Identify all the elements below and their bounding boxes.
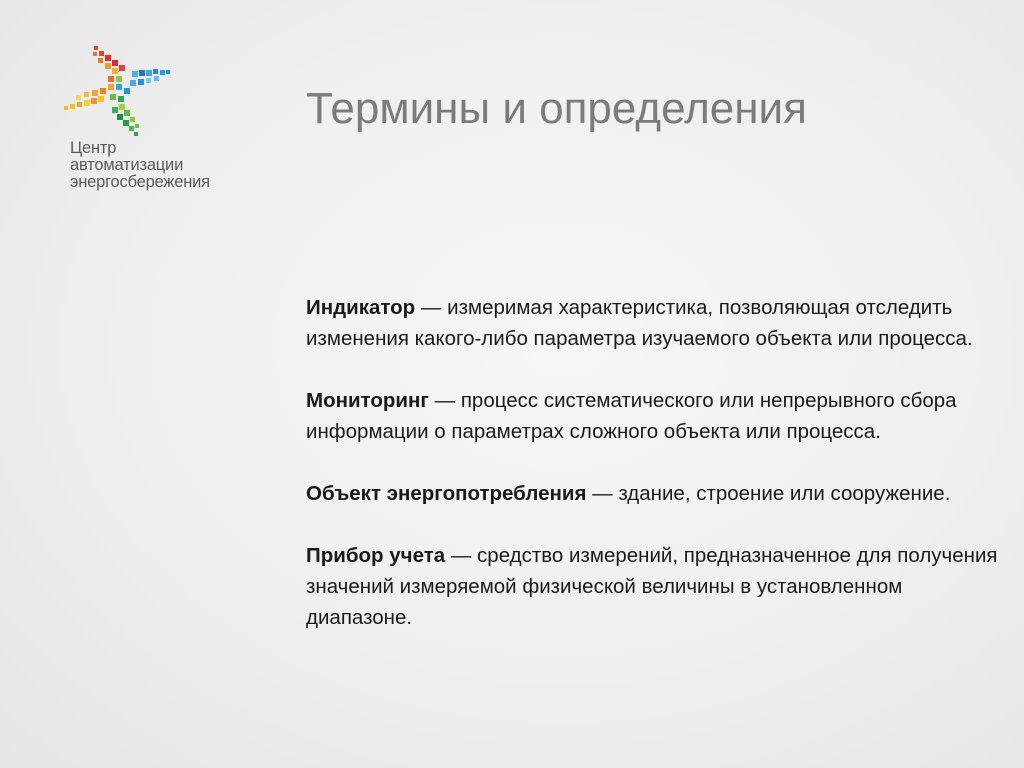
logo-line: энергосбережения (70, 173, 210, 191)
definition-term: Индикатор (306, 296, 416, 319)
definition-term: Прибор учета (306, 544, 446, 567)
definition-text: здание, строение или сооружение. (618, 482, 951, 505)
logo-line: автоматизации (70, 156, 184, 174)
definition-text: процесс систематического или непрерывного сбора информации о параметрах сложного объекта или процесса. (306, 389, 957, 443)
definition-separator: — (415, 296, 448, 319)
definitions-list (306, 292, 1006, 664)
logo-line: Центр (70, 139, 117, 157)
definition-item (306, 540, 1006, 633)
definition-term: Мониторинг (306, 389, 429, 412)
definition-separator: — (445, 544, 478, 567)
definition-item (306, 292, 1006, 354)
logo (62, 40, 242, 210)
star-mosaic-icon (62, 40, 182, 140)
definition-text: средство измерений, предназначенное для получения значений измеряемой физической величины в установленном диапазоне. (306, 544, 998, 629)
definition-item (306, 478, 1006, 509)
definition-item (306, 385, 1006, 447)
definition-term: Объект энергопотребления (306, 482, 587, 505)
definition-separator: — (586, 482, 619, 505)
logo-wordmark (70, 140, 210, 191)
definition-separator: — (428, 389, 461, 412)
page-title: Термины и определения (306, 84, 807, 133)
definition-text: измеримая характеристика, позволяющая отследить изменения какого-либо параметра изучаемого объекта или процесса. (306, 296, 973, 350)
